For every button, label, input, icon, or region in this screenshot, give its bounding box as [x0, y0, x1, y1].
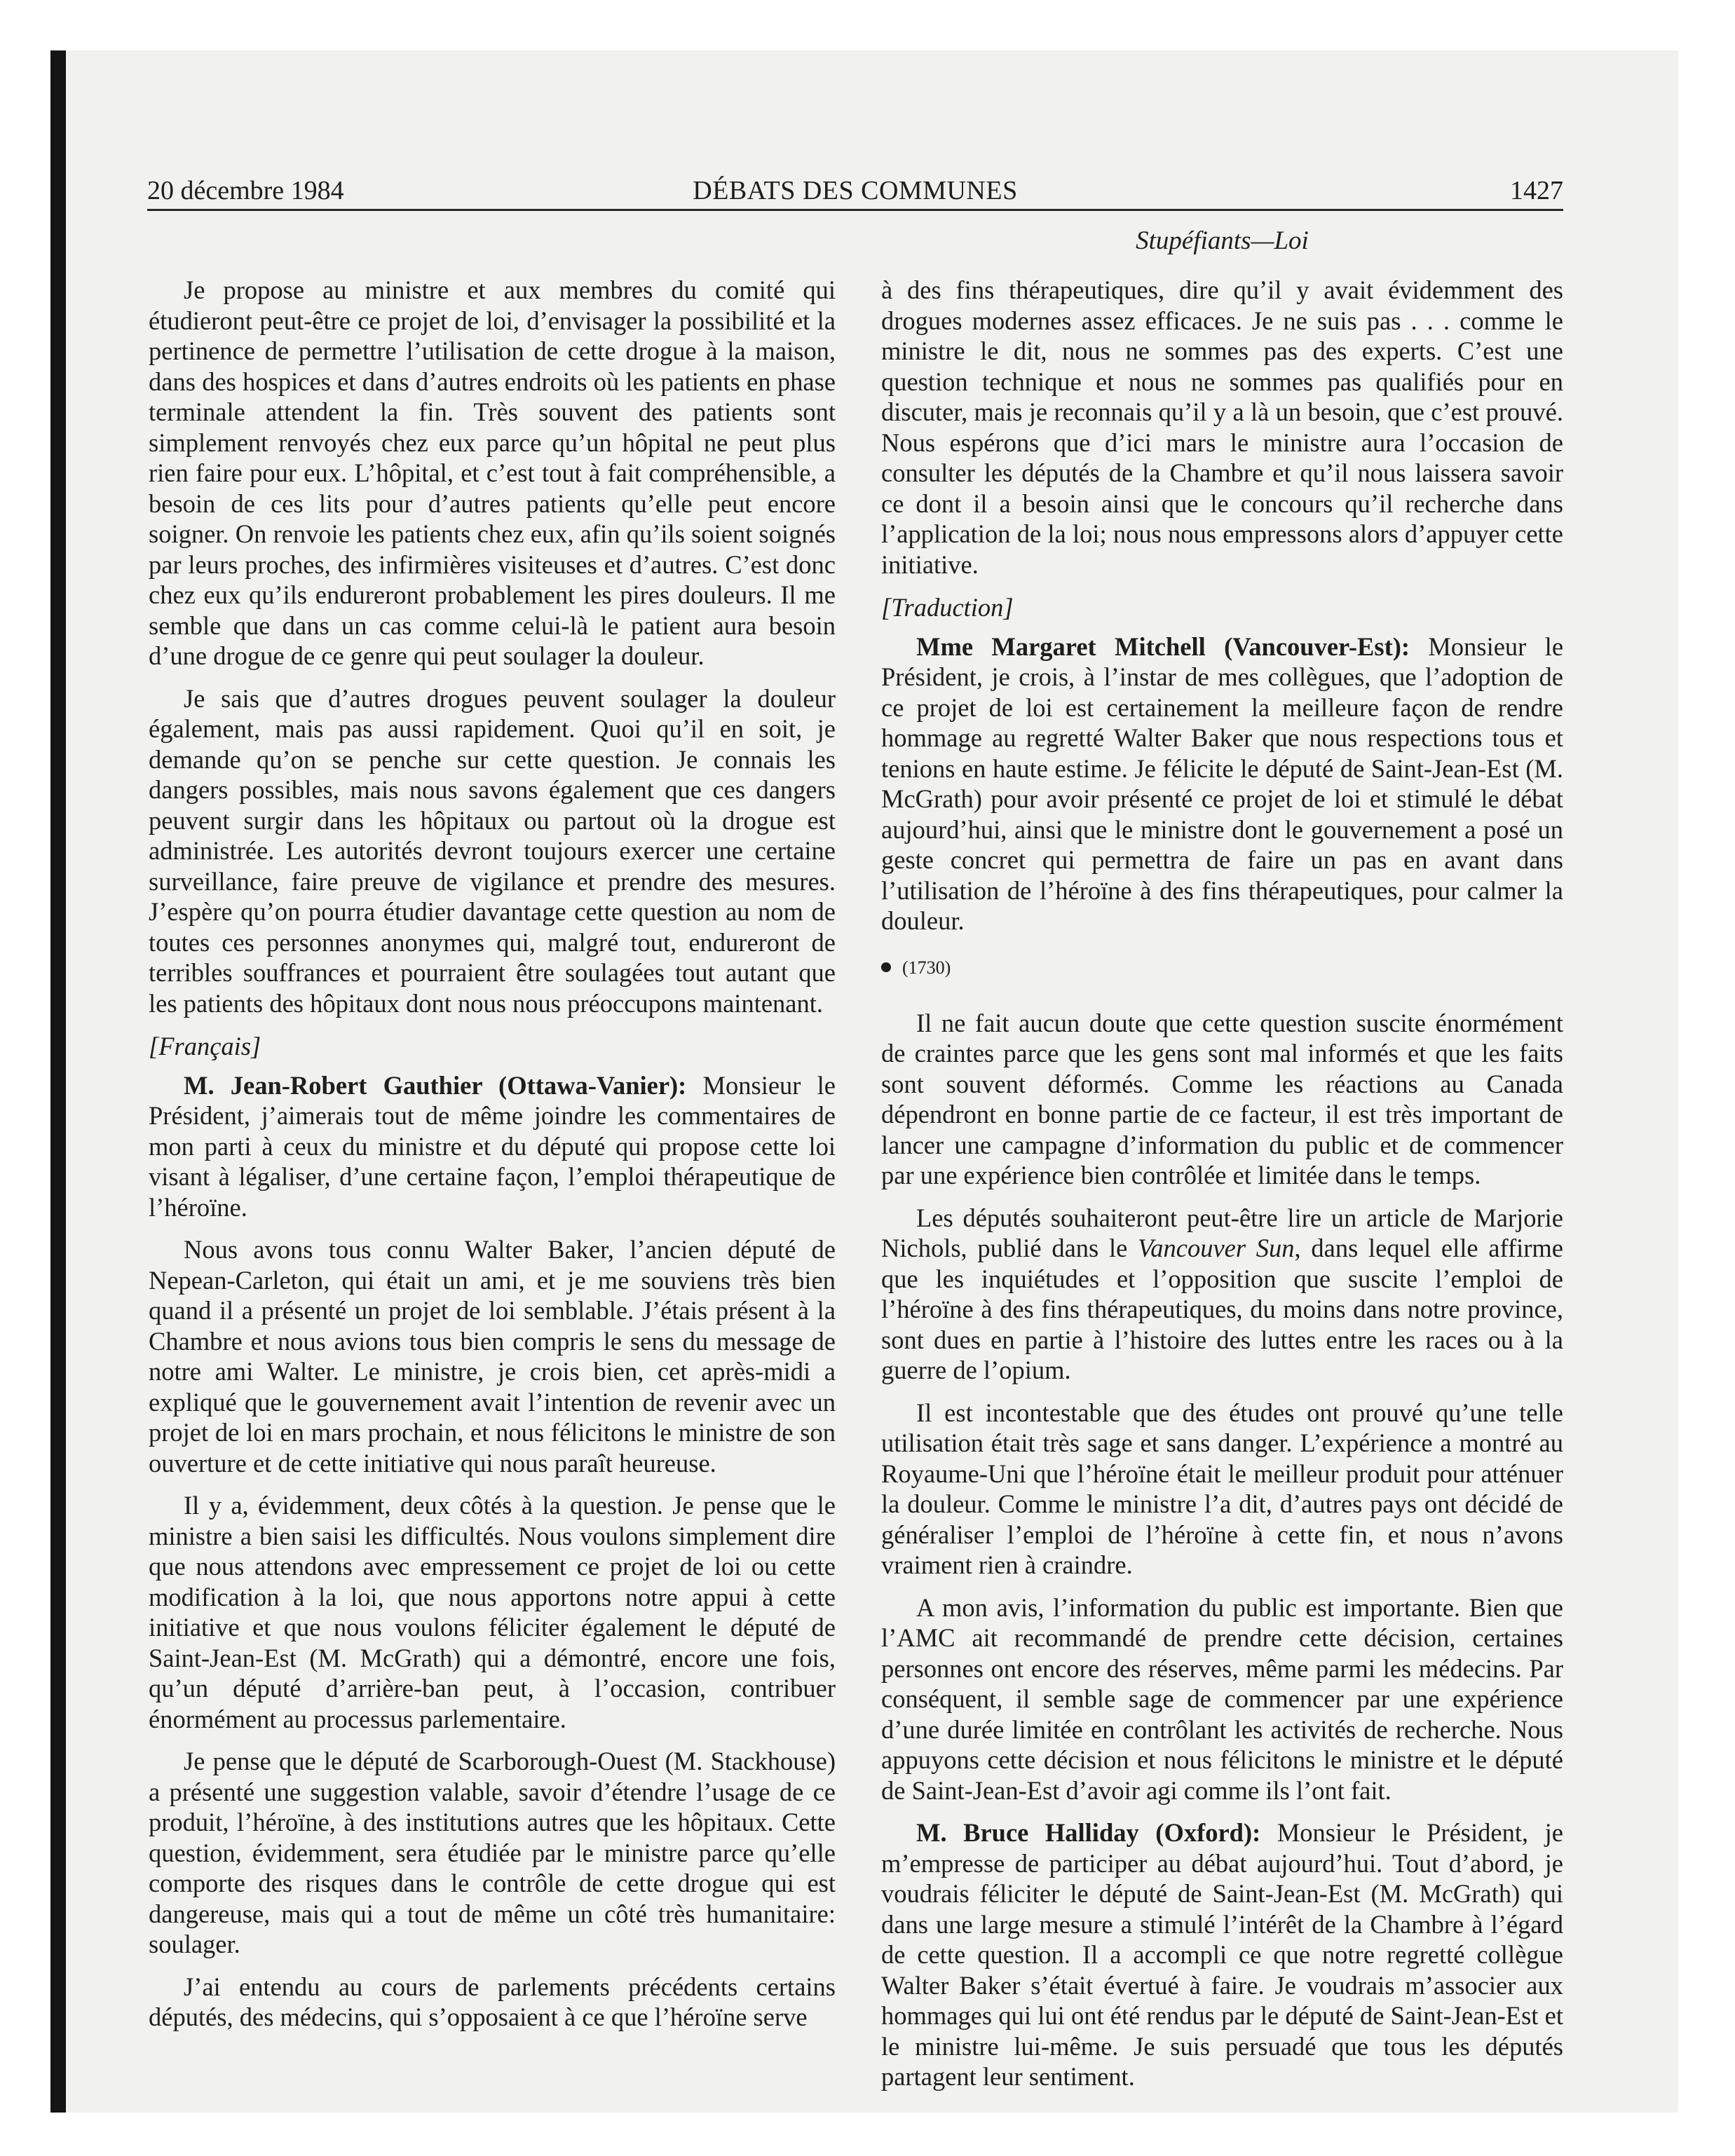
time-marker — [881, 957, 1563, 978]
paragraph-text: Les députés souhaiteront peut-être lire un article de Marjorie Nichols, publié dans le — [881, 1203, 1563, 1262]
header-date: 20 décembre 1984 — [147, 176, 344, 205]
paragraph: Je propose au ministre et aux membres du comité qui étudieront peut-être ce projet de loi, d’envisager la possibilité et la pertinence de permettre l’utilisation de cette drogue à la maison, dans des hospices et dans d’autres endroits où les patients en phase terminale attendent la fin. Très souvent des patients sont simplement renvoyés chez eux parce qu’un hôpital ne peut plus rien faire pour eux. L’hôpital, et c’est tout à fait compréhensible, a besoin de ces lits pour d’autres patients qu’elle peut encore soigner. On renvoie les patients chez eux, afin qu’ils soient soignés par leurs proches, des infirmières visiteuses et d’autres. C’est donc chez eux qu’ils endureront probablement les pires douleurs. Il me semble que dans un cas comme celui-là le patient aura besoin d’une drogue de ce genre qui peut soulager la douleur. — [149, 275, 836, 670]
header-rule — [147, 209, 1563, 211]
right-column — [881, 275, 1563, 2104]
language-label: [Traduction] — [881, 593, 1014, 622]
paragraph: Je pense que le député de Scarborough-Ouest (M. Stackhouse) a présenté une suggestion valable, savoir d’étendre l’usage de ce produit, l’héroïne, à des institutions autres que les hôpitaux. Cette question, évidemment, sera étudiée par le ministre parce qu’elle comporte des risques dans le contrôle de cette drogue qui est dangereuse, mais qui a tout de même un côté très humanitaire: soulager. — [149, 1747, 836, 1958]
paragraph: A mon avis, l’information du public est importante. Bien que l’AMC ait recommandé de prendre cette décision, certaines personnes ont encore des réserves, même parmi les médecins. Par conséquent, il semble sage de commencer par une expérience d’une durée limitée en contrôlant les activités de recherche. Nous appuyons cette décision et nous félicitons le ministre et le député de Saint-Jean-Est d’avoir agi comme ils l’ont fait. — [881, 1592, 1563, 1805]
paragraph: Je sais que d’autres drogues peuvent soulager la douleur également, mais pas aussi rapidement. Quoi qu’il en soit, je demande qu’on se penche sur cette question. Je connais les dangers possibles, mais nous savons également que ces dangers peuvent surgir dans les hôpitaux ou partout où la drogue est administrée. Les autorités devront toujours exercer une certaine surveillance, faire preuve de vigilance et prendre des mesures. J’espère qu’on pourra étudier davantage cette question au nom de toutes ces personnes anonymes qui, malgré tout, endureront de terribles souffrances et pourraient être soulagées tout autant que les patients des hôpitaux dont nous nous préoccupons maintenant. — [149, 683, 836, 1018]
speech-text: Monsieur le Président, j’aimerais tout de même joindre les commentaires de mon parti à ceux du ministre et du député qui propose cette loi visant à légaliser, d’une certaine façon, l’emploi thérapeutique de l’héroïne. — [149, 1070, 836, 1222]
time-marker-text: (1730) — [902, 957, 951, 978]
speech-paragraph — [149, 1070, 836, 1223]
paragraph-text: , dans lequel elle affirme que les inquiétudes et l’opposition que suscite l’emploi de l’héroïne à des fins thérapeutiques, du moins dans notre province, sont dues en partie à l’histoire des luttes entre les races ou à la guerre de l’opium. — [881, 1234, 1564, 1384]
speech-paragraph — [881, 632, 1563, 936]
speaker-name: M. Jean-Robert Gauthier (Ottawa-Vanier): — [184, 1070, 687, 1100]
paragraph — [881, 1203, 1563, 1386]
speaker-name: M. Bruce Halliday (Oxford): — [916, 1818, 1261, 1847]
paragraph: J’ai entendu au cours de parlements précédents certains députés, des médecins, qui s’opposaient à ce que l’héroïne serve — [149, 1972, 836, 2031]
speaker-name: Mme Margaret Mitchell (Vancouver-Est): — [916, 632, 1410, 661]
paragraph: Il y a, évidemment, deux côtés à la question. Je pense que le ministre a bien saisi les difficultés. Nous voulons simplement dire que nous attendons avec empressement ce projet de loi ou cette modification à la loi, que nous apportons notre appui à cette initiative et que nous voulons féliciter également le député de Saint-Jean-Est (M. McGrath) qui a démontré, encore une fois, qu’un député d’arrière-ban peut, à l’occasion, contribuer énormément au processus parlementaire. — [149, 1491, 836, 1733]
newspaper-title: Vancouver Sun — [1138, 1234, 1295, 1262]
section-title: Stupéfiants—Loi — [1136, 226, 1309, 255]
page-number: 1427 — [1510, 176, 1563, 205]
paragraph: Nous avons tous connu Walter Baker, l’ancien député de Nepean-Carleton, qui était un ami, et je me souviens très bien quand il a présenté un projet de loi semblable. J’étais présent à la Chambre et nous avions tous bien compris le sens du message de notre ami Walter. Le ministre, je crois bien, cet après-midi a expliqué que le gouvernement avait l’intention de revenir avec un projet de loi en mars prochain, et nous félicitons le ministre de son ouverture et de cette initiative qui nous paraît heureuse. — [149, 1235, 836, 1478]
scan-left-border — [50, 50, 66, 2113]
paragraph: Il est incontestable que des études ont prouvé qu’une telle utilisation était très sage et sans danger. L’expérience a montré au Royaume-Uni que l’héroïne était le meilleur produit pour atténuer la douleur. Comme le ministre l’a dit, d’autres pays ont décidé de généraliser l’emploi de l’héroïne à cette fin, et nous n’avons vraiment rien à craindre. — [881, 1398, 1563, 1579]
page-header — [147, 175, 1563, 217]
speech-paragraph — [881, 1817, 1563, 2092]
language-label: [Français] — [149, 1032, 261, 1060]
paragraph: Il ne fait aucun doute que cette question suscite énormément de craintes parce que les gens sont mal informés et que les faits sont souvent déformés. Comme les réactions au Canada dépendront en bonne partie de ce facteur, il est très important de lancer une campagne d’information du public et de commencer par une expérience bien contrôlée et limitée dans le temps. — [881, 1008, 1563, 1189]
speech-text: Monsieur le Président, je m’empresse de participer au débat aujourd’hui. Tout d’abord, je voudrais féliciter le député de Saint-Jean-Est (M. McGrath) qui dans une large mesure a stimulé l’intérêt de la Chambre à l’égard de cette question. Il a accompli ce que notre regretté collègue Walter Baker s’était évertué à faire. Je voudrais m’associer aux hommages qui lui ont été rendus par le député de Saint-Jean-Est et le ministre lui-même. Je suis persuadé que tous les députés partagent leur sentiment. — [881, 1818, 1563, 2091]
bullet-icon — [881, 962, 891, 972]
header-title: DÉBATS DES COMMUNES — [693, 176, 1018, 205]
left-column — [149, 275, 836, 2045]
paragraph: à des fins thérapeutiques, dire qu’il y avait évidemment des drogues modernes assez efficaces. Je ne suis pas . . . comme le ministre le dit, nous ne sommes pas des experts. C’est une question technique et nous ne sommes pas qualifiés pour en discuter, mais je reconnais qu’il y a là un besoin, que c’est prouvé. Nous espérons que d’ici mars le ministre aura l’occasion de consulter les députés de la Chambre et qu’il nous laissera savoir ce dont il a besoin ainsi que le concours qu’il recherche dans l’application de la loi; nous nous empressons alors d’appuyer cette initiative. — [881, 275, 1563, 579]
speech-text: Monsieur le Président, je crois, à l’instar de mes collègues, que l’adoption de ce projet de loi est certainement la meilleure façon de rendre hommage au regretté Walter Baker que nous respections tous et tenions en haute estime. Je félicite le député de Saint-Jean-Est (M. McGrath) pour avoir présenté ce projet de loi et stimulé le débat aujourd’hui, ainsi que le ministre dont le gouvernement a posé un geste concret qui permettra de faire un pas en avant dans l’utilisation de l’héroïne à des fins thérapeutiques, pour calmer la douleur. — [881, 632, 1564, 935]
